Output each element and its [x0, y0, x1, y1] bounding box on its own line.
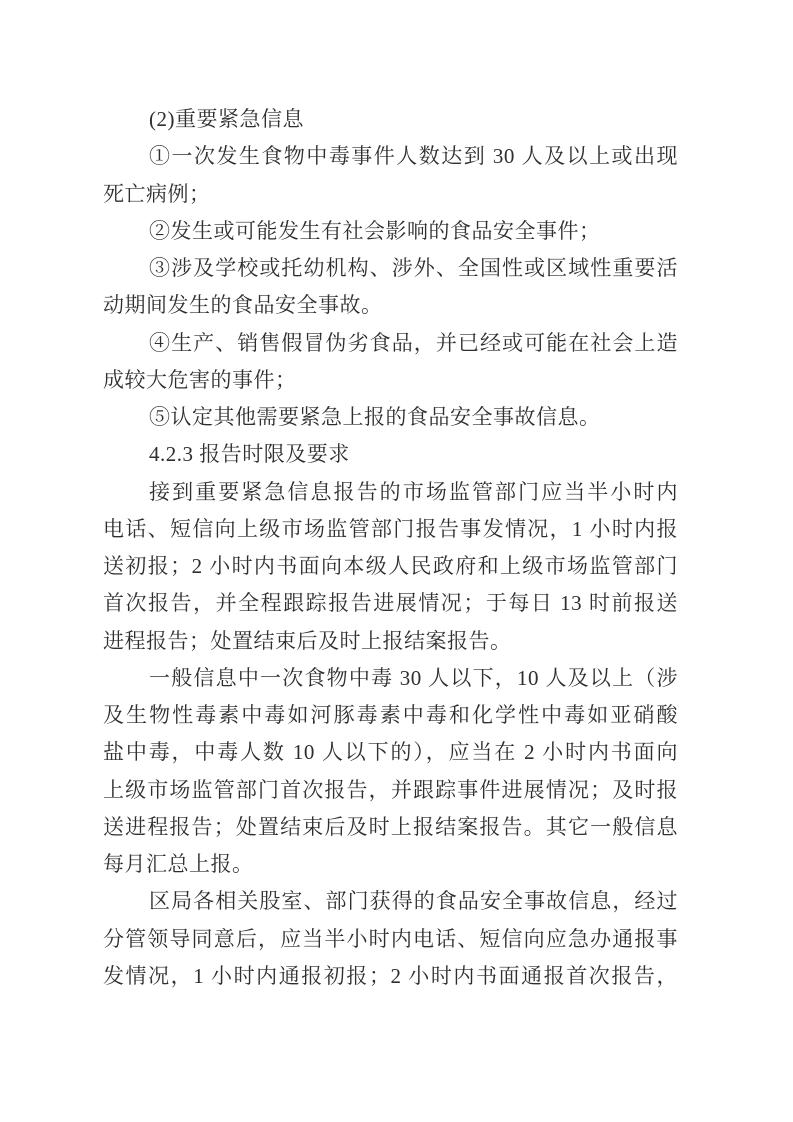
text-line: 区局各相关股室、部门获得的食品安全事故信息，经过 [149, 889, 678, 914]
paragraph [103, 101, 678, 138]
text-line: (2)重要紧急信息 [149, 107, 304, 131]
text-line: 送进程报告；处置结束后及时上报结案报告。其它一般信息 [103, 814, 678, 839]
text-line: ①一次发生食物中毒事件人数达到 30 人及以上或出现 [149, 144, 678, 169]
paragraph [103, 883, 678, 995]
text-line: 送初报；2 小时内书面向本级人民政府和上级市场监管部门 [103, 554, 678, 578]
text-line: ⑤认定其他需要紧急上报的食品安全事故信息。 [149, 405, 601, 429]
paragraph [103, 474, 678, 660]
text-line: 成较大危害的事件； [103, 367, 297, 392]
text-line: 发情况，1 小时内通报初报；2 小时内书面通报首次报告， [103, 963, 678, 988]
paragraph [103, 250, 678, 325]
text-line: 首次报告，并全程跟踪报告进展情况；于每日 13 时前报送 [103, 591, 678, 616]
text-line: 电话、短信向上级市场监管部门报告事发情况，1 小时内报 [103, 516, 678, 541]
text-line: ②发生或可能发生有社会影响的食品安全事件； [149, 218, 601, 243]
text-line: 动期间发生的食品安全事故。 [103, 293, 383, 318]
text-line: 进程报告；处置结束后及时上报结案报告。 [103, 628, 512, 653]
text-line: 每月汇总上报。 [103, 852, 254, 876]
heading-line: 4.2.3 报告时限及要求 [149, 442, 350, 467]
text-line: 分管领导同意后，应当半小时内电话、短信向应急办通报事 [103, 926, 678, 951]
text-line: 及生物性毒素中毒如河豚毒素中毒和化学性中毒如亚硝酸 [103, 703, 678, 727]
text-line: ③涉及学校或托幼机构、涉外、全国性或区域性重要活 [149, 256, 678, 280]
text-block [103, 101, 678, 995]
paragraph [103, 325, 678, 400]
paragraph [103, 213, 678, 250]
paragraph [103, 660, 678, 884]
text-line: 一般信息中一次食物中毒 30 人以下，10 人及以上（涉 [149, 665, 678, 690]
paragraph [103, 399, 678, 436]
text-line: 上级市场监管部门首次报告，并跟踪事件进展情况；及时报 [103, 777, 678, 802]
text-line: 接到重要紧急信息报告的市场监管部门应当半小时内 [149, 479, 678, 504]
section-heading [103, 436, 678, 473]
text-line: 死亡病例； [103, 181, 211, 206]
paragraph [103, 138, 678, 213]
text-line: ④生产、销售假冒伪劣食品，并已经或可能在社会上造 [149, 330, 678, 355]
text-line: 盐中毒，中毒人数 10 人以下的），应当在 2 小时内书面向 [103, 740, 678, 765]
